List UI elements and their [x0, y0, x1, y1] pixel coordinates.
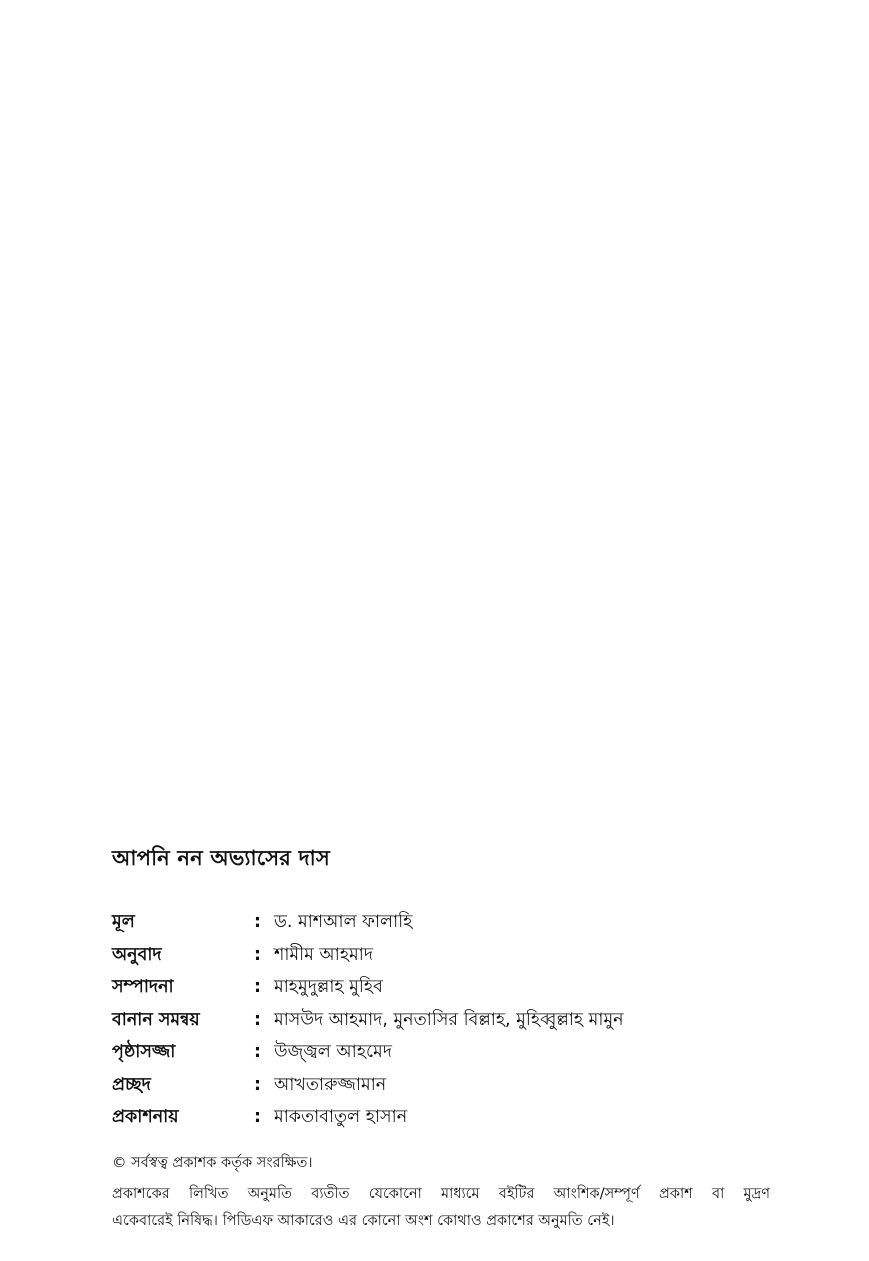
credit-row-page-layout	[112, 1036, 624, 1069]
rights-notice-line: একেবারেই নিষিদ্ধ। পিডিএফ আকারেও এর কোনো অংশ কোথাও প্রকাশের অনুমতি নেই।	[112, 1213, 615, 1229]
credit-separator: :	[254, 944, 261, 965]
credit-label: মূল	[112, 912, 135, 932]
credit-label: প্রচ্ছদ	[112, 1074, 151, 1095]
credit-row-spelling	[112, 1004, 624, 1037]
credit-separator: :	[254, 1107, 261, 1127]
book-title: আপনি নন অভ্যাসের দাস	[112, 846, 330, 870]
credit-separator: :	[254, 1042, 261, 1062]
credit-value: আখতারুজ্জামান	[274, 1074, 387, 1095]
credit-separator: :	[254, 1009, 261, 1030]
credit-value: ড. মাশআল ফালাহি	[274, 912, 413, 932]
credit-label: বানান সমন্বয়	[112, 1009, 200, 1030]
credit-row-translator	[112, 939, 624, 972]
credit-separator: :	[254, 977, 261, 997]
credits-list	[112, 906, 624, 1134]
credit-value: শামীম আহমাদ	[274, 944, 374, 965]
credit-label: সম্পাদনা	[112, 977, 174, 997]
credit-row-publisher	[112, 1101, 624, 1134]
credit-value: মাহমুদুল্লাহ মুহিব	[274, 977, 383, 997]
rights-notice	[112, 1181, 770, 1235]
credit-value: মাসউদ আহমাদ, মুনতাসির বিল্লাহ, মুহিব্বুল্লাহ মামুন	[274, 1009, 624, 1030]
credit-row-original-author	[112, 906, 624, 939]
rights-notice-line: প্রকাশকের লিখিত অনুমতি ব্যতীত যেকোনো মাধ্যমে বইটির আংশিক/সম্পূর্ণ প্রকাশ বা মুদ্রণ	[112, 1186, 770, 1202]
credit-row-cover	[112, 1069, 624, 1102]
credit-separator: :	[254, 1074, 261, 1095]
credit-value: মাকতাবাতুল হাসান	[274, 1107, 408, 1127]
credit-row-editor	[112, 971, 624, 1004]
credit-label: প্রকাশনায়	[112, 1107, 179, 1127]
credit-label: অনুবাদ	[112, 944, 162, 965]
credit-label: পৃষ্ঠাসজ্জা	[112, 1042, 176, 1062]
copyright-notice: © সর্বস্বত্ব প্রকাশক কর্তৃক সংরক্ষিত।	[112, 1155, 313, 1171]
credit-separator: :	[254, 912, 261, 932]
credit-value: উজ্জ্বল আহমেদ	[274, 1042, 392, 1062]
